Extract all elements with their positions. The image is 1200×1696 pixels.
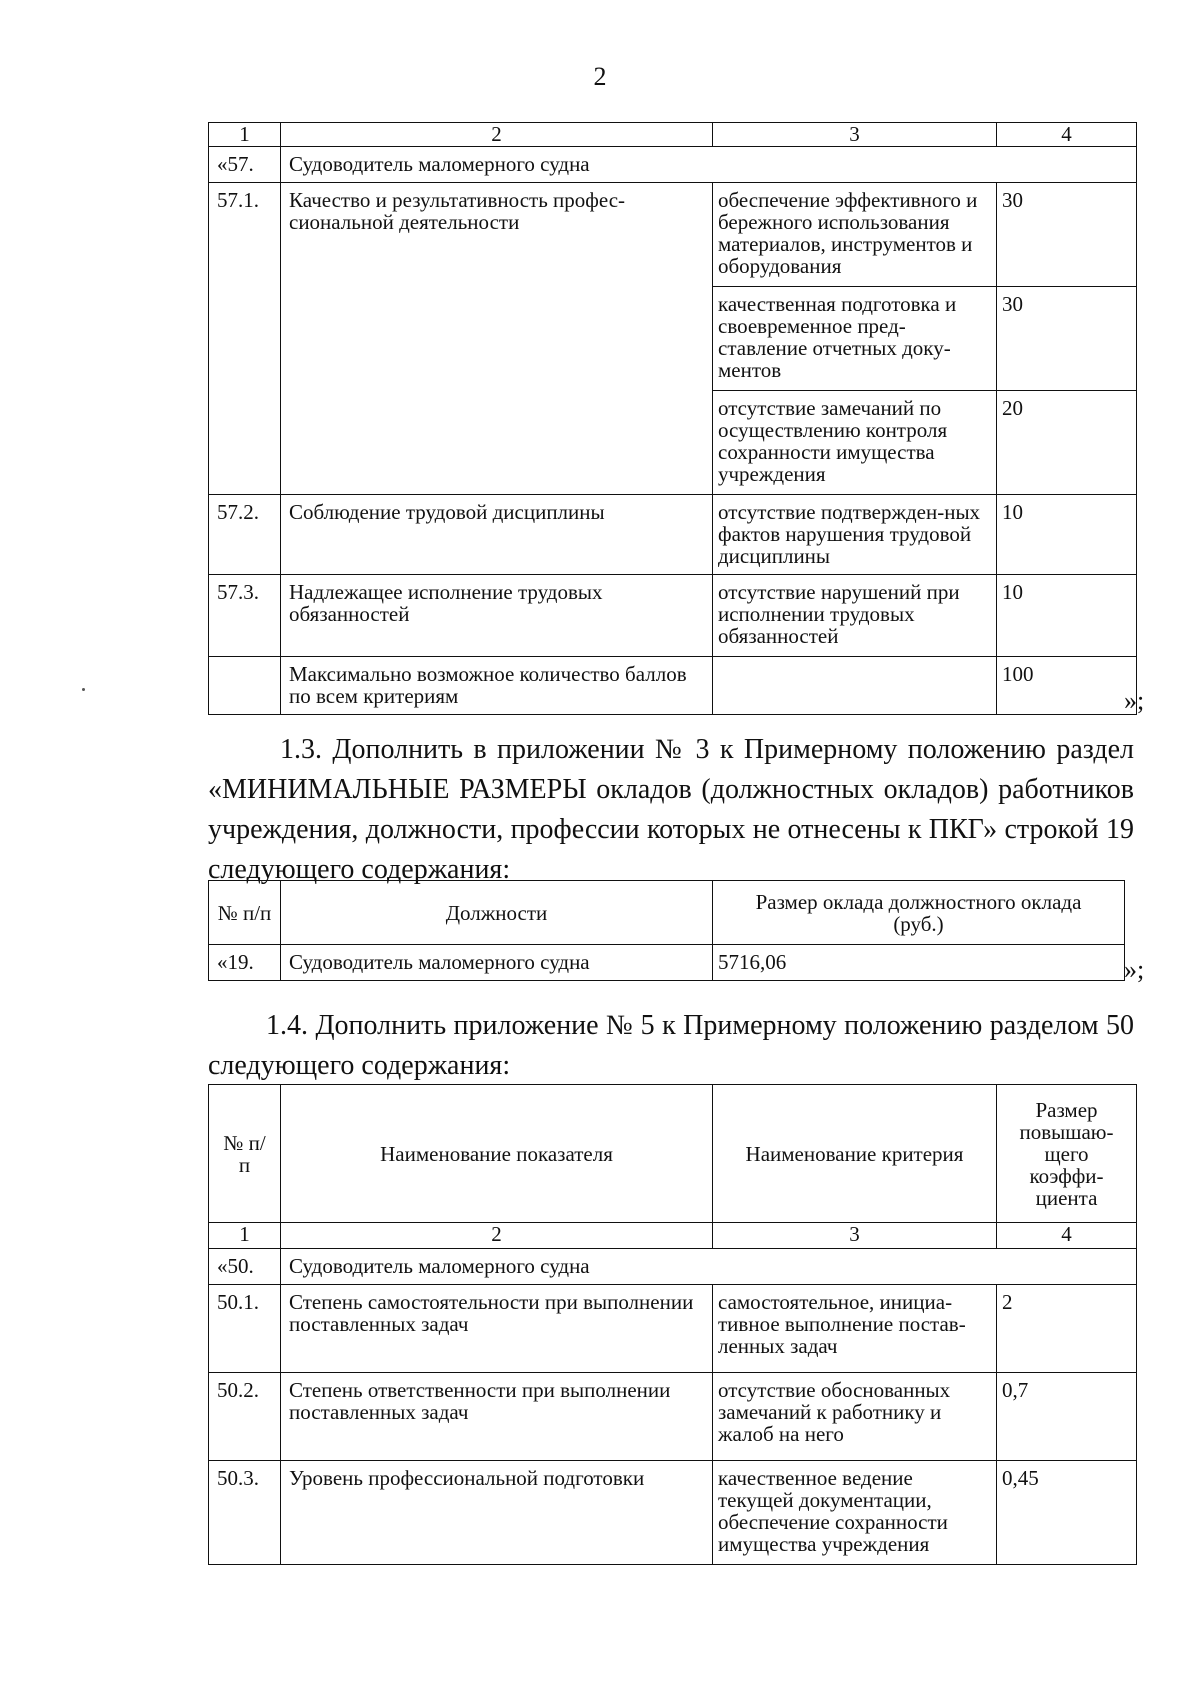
header-criterion: Наименование критерия xyxy=(713,1085,997,1223)
row-number: 50.3. xyxy=(209,1461,281,1565)
salary-table xyxy=(208,880,1125,981)
criterion-text: отсутствие обоснованных замечаний к работнику и жалоб на него xyxy=(713,1373,997,1461)
criterion-text: отсутствие нарушений при исполнении трудовых обязанностей xyxy=(713,575,997,657)
header-indicator: Наименование показателя xyxy=(281,1085,713,1223)
paragraph-1-4 xyxy=(208,1006,1134,1086)
criterion-value: 30 xyxy=(997,287,1137,391)
row-number: 50.2. xyxy=(209,1373,281,1461)
coefficient-value: 0,45 xyxy=(997,1461,1137,1565)
criteria-table-57 xyxy=(208,122,1137,715)
paragraph-line: следующего содержания: xyxy=(208,1050,511,1081)
indicator-name: Качество и результативность профес-сиональной деятельности xyxy=(281,183,713,495)
section-number: «57. xyxy=(209,147,281,183)
total-value: 100 xyxy=(997,657,1137,715)
header-number: № п/п xyxy=(209,1085,281,1223)
coefficient-value: 2 xyxy=(997,1285,1137,1373)
empty-cell xyxy=(713,657,997,715)
section-title: Судоводитель маломерного судна xyxy=(281,1249,1137,1285)
indicator-name: Степень самостоятельности при выполнении поставленных задач xyxy=(281,1285,713,1373)
paragraph-line: 1.3. Дополнить в приложении № 3 к Примерному положению раздел xyxy=(280,734,1134,765)
position-name: Судоводитель маломерного судна xyxy=(281,945,713,981)
salary-value: 5716,06 xyxy=(713,945,1125,981)
criterion-text: самостоятельное, инициа-тивное выполнение постав-ленных задач xyxy=(713,1285,997,1373)
col-num-4: 4 xyxy=(997,1223,1137,1249)
paragraph-line: следующего содержания: xyxy=(208,854,511,885)
indicator-name: Уровень профессиональной подготовки xyxy=(281,1461,713,1565)
indicator-name: Степень ответственности при выполнении поставленных задач xyxy=(281,1373,713,1461)
header-salary: Размер оклада должностного оклада (руб.) xyxy=(713,881,1125,945)
header-number: № п/п xyxy=(209,881,281,945)
empty-cell xyxy=(209,657,281,715)
paragraph-line: учреждения, должности, профессии которых не отнесены к ПКГ» строкой 19 xyxy=(208,814,1134,845)
criterion-text: отсутствие замечаний по осуществлению контроля сохранности имущества учреждения xyxy=(713,391,997,495)
col-num-3: 3 xyxy=(713,1223,997,1249)
col-num-1: 1 xyxy=(209,1223,281,1249)
table1-closing-quote: »; xyxy=(1124,686,1145,715)
col-num-2: 2 xyxy=(281,1223,713,1249)
col-num-2: 2 xyxy=(281,123,713,147)
col-num-4: 4 xyxy=(997,123,1137,147)
paragraph-line: «МИНИМАЛЬНЫЕ РАЗМЕРЫ окладов (должностных окладов) работников xyxy=(208,774,1134,805)
section-number: «50. xyxy=(209,1249,281,1285)
criterion-value: 10 xyxy=(997,495,1137,575)
criterion-text: качественное ведение текущей документации, обеспечение сохранности имущества учреждения xyxy=(713,1461,997,1565)
col-num-3: 3 xyxy=(713,123,997,147)
coefficient-value: 0,7 xyxy=(997,1373,1137,1461)
col-num-1: 1 xyxy=(209,123,281,147)
row-number: «19. xyxy=(209,945,281,981)
section-title: Судоводитель маломерного судна xyxy=(281,147,1137,183)
paragraph-1-3 xyxy=(208,730,1134,890)
criterion-value: 10 xyxy=(997,575,1137,657)
criterion-text: качественная подготовка и своевременное пред-ставление отчетных доку-ментов xyxy=(713,287,997,391)
criterion-text: отсутствие подтвержден-ных фактов нарушения трудовой дисциплины xyxy=(713,495,997,575)
indicator-name: Соблюдение трудовой дисциплины xyxy=(281,495,713,575)
criterion-value: 20 xyxy=(997,391,1137,495)
coefficient-table-50 xyxy=(208,1084,1137,1565)
criterion-value: 30 xyxy=(997,183,1137,287)
row-number: 50.1. xyxy=(209,1285,281,1373)
paragraph-line: 1.4. Дополнить приложение № 5 к Примерному положению разделом 50 xyxy=(266,1010,1134,1041)
row-number: 57.1. xyxy=(209,183,281,495)
indicator-name: Надлежащее исполнение трудовых обязанностей xyxy=(281,575,713,657)
criterion-text: обеспечение эффективного и бережного использования материалов, инструментов и оборудования xyxy=(713,183,997,287)
total-label: Максимально возможное количество баллов по всем критериям xyxy=(281,657,713,715)
row-number: 57.3. xyxy=(209,575,281,657)
scan-speck xyxy=(82,688,85,691)
row-number: 57.2. xyxy=(209,495,281,575)
page-number: 2 xyxy=(593,62,607,91)
table2-closing-quote: »; xyxy=(1124,955,1145,984)
header-coefficient: Размер повышаю-щего коэффи-циента xyxy=(997,1085,1137,1223)
header-position: Должности xyxy=(281,881,713,945)
